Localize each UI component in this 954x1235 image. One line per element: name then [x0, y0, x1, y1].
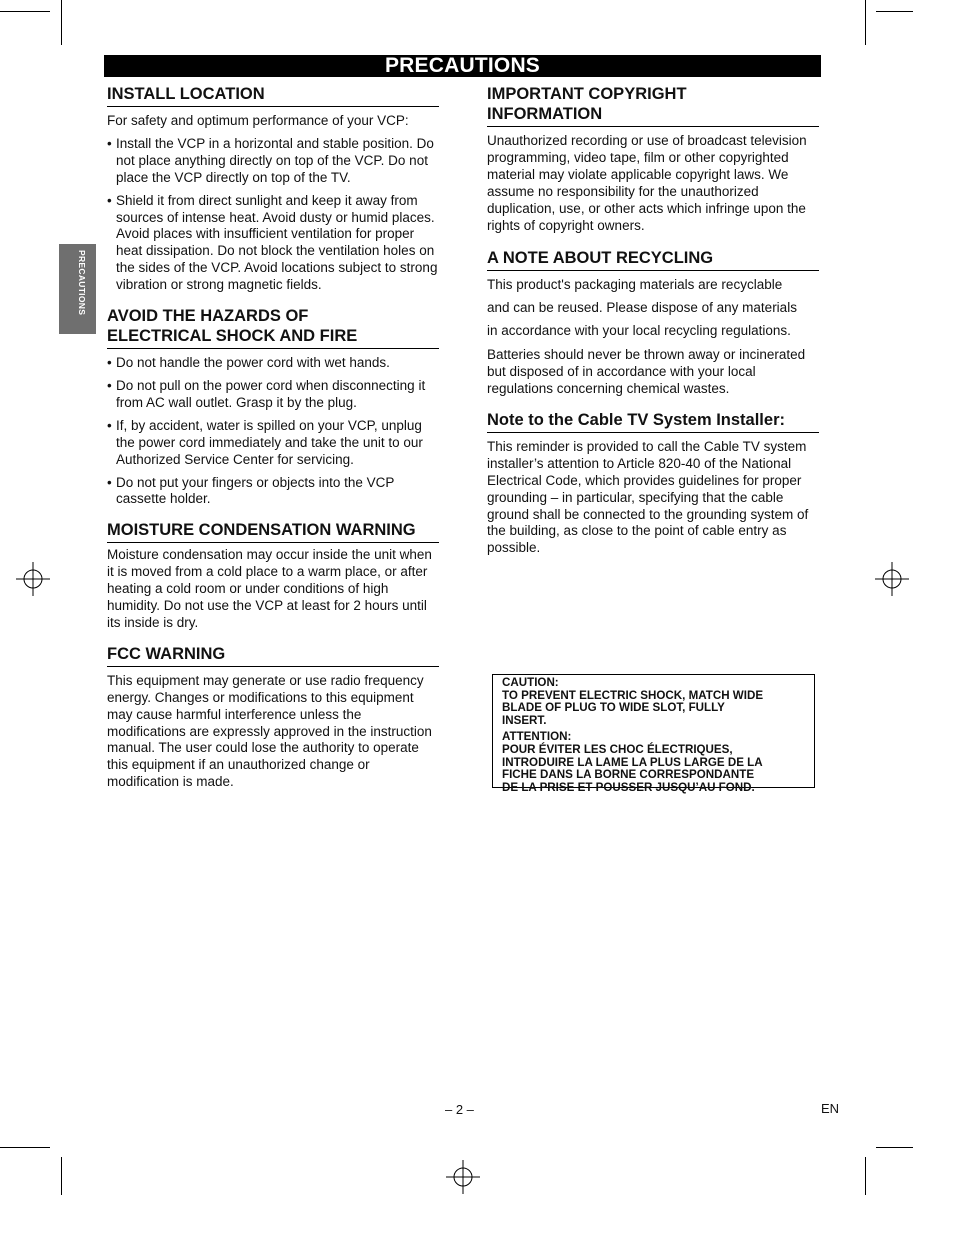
- list-item: • Do not put your fingers or objects into the VCP cassette holder.: [107, 475, 439, 509]
- copyright-text: Unauthorized recording or use of broadcast television programming, video tape, film or other copyrighted material may violate applicable copyright laws. We assume no responsibility for the unauthorized duplication, use, or other acts which infringe upon the rights of copyright owners.: [487, 133, 807, 233]
- crop-mark: [61, 1157, 62, 1195]
- side-tab-label: PRECAUTIONS: [77, 250, 87, 316]
- page-number: – 2 –: [445, 1102, 474, 1117]
- attention-label: ATTENTION:: [502, 730, 572, 744]
- crop-mark: [876, 1147, 913, 1148]
- page-title: PRECAUTIONS: [104, 55, 821, 77]
- batteries-text: Batteries should never be thrown away or incinerated but disposed of in accordance with your local regulations concerning chemical wastes.: [487, 347, 806, 396]
- moisture-section: [107, 520, 439, 632]
- recycling-line: This product's packaging materials are recyclable: [487, 277, 783, 293]
- install-bullet-list: [107, 136, 439, 294]
- fcc-text: This equipment may generate or use radio frequency energy. Changes or modifications to this equipment may cause harmful interference unless the modifications are expressly approved in the instruction manual. The user could lose the authority to operate this equipment if an unauthorized change or modification is made.: [107, 672, 432, 790]
- list-item: • Do not handle the power cord with wet hands.: [107, 355, 439, 372]
- section-heading: INSTALL LOCATION: [107, 84, 439, 107]
- list-item: • Install the VCP in a horizontal and stable position. Do not place anything directly on top of the VCP. Do not place the VCP directly on top of the TV.: [107, 136, 439, 187]
- registration-mark-icon: [16, 562, 50, 596]
- registration-mark-icon: [446, 1160, 480, 1194]
- list-item: • If, by accident, water is spilled on your VCP, unplug the power cord immediately and take the unit to our Authorized Service Center for servicing.: [107, 418, 439, 469]
- hazards-bullet-list: [107, 355, 439, 508]
- section-heading: A NOTE ABOUT RECYCLING: [487, 248, 819, 271]
- section-heading: IMPORTANT COPYRIGHT INFORMATION: [487, 84, 819, 127]
- section-heading: FCC WARNING: [107, 644, 439, 667]
- recycling-line: and can be reused. Please dispose of any materials: [487, 300, 797, 316]
- crop-mark: [876, 11, 913, 12]
- cable-installer-section: [487, 410, 819, 557]
- right-column: [487, 84, 819, 557]
- attention-text: POUR ÉVITER LES CHOC ÉLECTRIQUES, INTRODUIRE LA LAME LA PLUS LARGE DE LA FICHE DANS LA BORNE CORRESPONDANTE DE LA PRISE ET POUSSER JUSQU’AU FOND.: [502, 742, 763, 794]
- caution-box: [492, 674, 815, 794]
- moisture-text: Moisture condensation may occur inside the unit when it is moved from a cold place to a warm place, or after heating a cold room or under conditions of high humidity. Do not use the VCP at least for 2 hours until its inside is dry.: [107, 547, 432, 630]
- section-heading: AVOID THE HAZARDS OF ELECTRICAL SHOCK AND FIRE: [107, 306, 439, 349]
- crop-mark: [865, 1157, 866, 1195]
- recycling-line: in accordance with your local recycling regulations.: [487, 323, 791, 339]
- copyright-section: [487, 84, 819, 234]
- crop-mark: [0, 1147, 50, 1148]
- registration-mark-icon: [875, 562, 909, 596]
- install-location-section: [107, 84, 439, 294]
- crop-mark: [0, 11, 50, 12]
- caution-label: CAUTION:: [502, 676, 559, 689]
- language-code: EN: [821, 1101, 840, 1116]
- crop-mark: [61, 0, 62, 45]
- section-heading: Note to the Cable TV System Installer:: [487, 410, 819, 433]
- list-item: • Shield it from direct sunlight and keep it away from sources of intense heat. Avoid dusty or humid places. Avoid places with insufficient ventilation for proper heat dissipation. Do not block the ventilation holes on the sides of the VCP. Avoid locations subject to strong vibration or strong magnetic fields.: [107, 193, 439, 294]
- caution-text: TO PREVENT ELECTRIC SHOCK, MATCH WIDE BLADE OF PLUG TO WIDE SLOT, FULLY INSERT.: [502, 688, 764, 727]
- crop-mark: [865, 0, 866, 45]
- install-intro: For safety and optimum performance of your VCP:: [107, 113, 409, 128]
- left-column: [107, 84, 439, 791]
- fcc-section: [107, 644, 439, 791]
- cable-text: This reminder is provided to call the Cable TV system installer’s attention to Article 820-40 of the National Electrical Code, which provides guidelines for proper grounding – in particular, specifying that the cable ground shall be connected to the grounding system of the building, as close to the point of cable entry as possible.: [487, 438, 809, 556]
- list-item: • Do not pull on the power cord when disconnecting it from AC wall outlet. Grasp it by the plug.: [107, 378, 439, 412]
- section-heading: MOISTURE CONDENSATION WARNING: [107, 520, 439, 543]
- side-tab: [59, 244, 96, 334]
- hazards-section: [107, 306, 439, 508]
- recycling-section: [487, 248, 819, 397]
